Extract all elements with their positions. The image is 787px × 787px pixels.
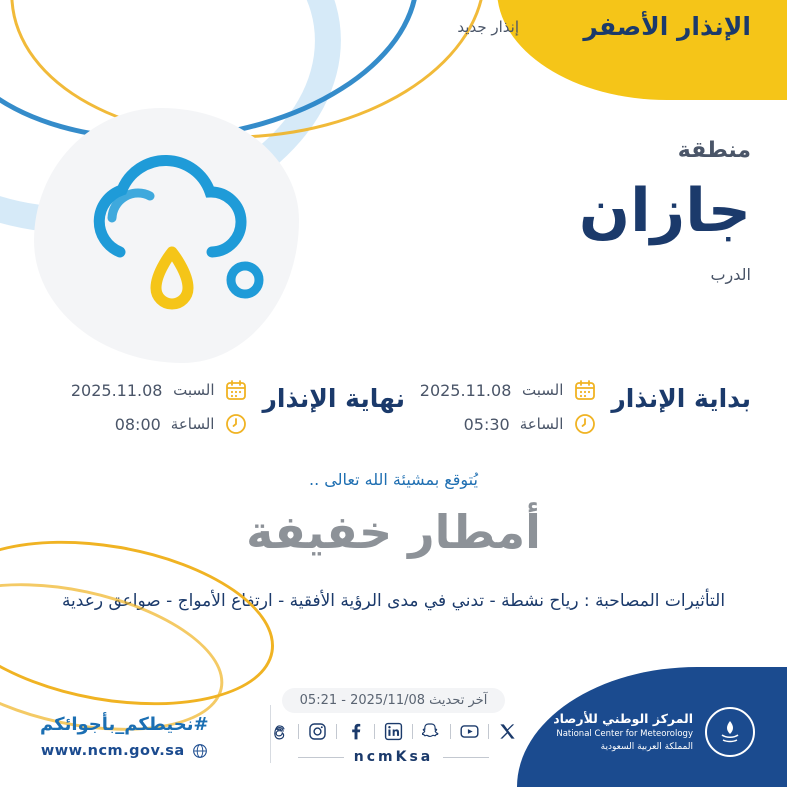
- handle-line-right: [298, 757, 344, 758]
- website-url: www.ncm.gov.sa: [40, 743, 185, 759]
- divider: [412, 724, 413, 739]
- social-handle-row: [298, 749, 489, 765]
- forecast-effects: التأثيرات المصاحبة : رياح نشطة - تدني في مدى الرؤية الأفقية - ارتفاع الأمواج - صواعق رعدية: [61, 591, 726, 611]
- region-label: منطقة: [677, 138, 751, 163]
- divider: [336, 724, 337, 739]
- region-subarea: الدرب: [710, 265, 751, 284]
- social-handle: ncmKsa: [353, 749, 434, 765]
- youtube-icon[interactable]: [460, 722, 479, 741]
- new-alert-label: إنذار جديد: [457, 18, 519, 36]
- clock-icon: [573, 412, 597, 436]
- handle-line-left: [443, 757, 489, 758]
- alert-end-time-label: الساعة: [170, 415, 215, 433]
- website-row[interactable]: [40, 743, 209, 759]
- threads-icon[interactable]: [270, 722, 289, 741]
- alert-start-date-value: 2025.11.08: [419, 380, 512, 400]
- alert-end-title: نهاية الإنذار: [262, 384, 405, 413]
- calendar-icon: [224, 378, 248, 402]
- alert-end-block: [71, 378, 405, 436]
- linkedin-icon[interactable]: [384, 722, 403, 741]
- decorative-arc-yellow: [0, 0, 496, 154]
- alert-start-time-value: 05:30: [463, 414, 510, 434]
- rain-cloud-icon: [60, 140, 275, 325]
- forecast-intro: يُتوقع بمشيئة الله تعالى ..: [309, 470, 478, 489]
- alert-end-date-value: 2025.11.08: [70, 380, 163, 400]
- divider: [450, 724, 451, 739]
- alert-end-time-value: 08:00: [114, 414, 161, 434]
- alert-level-label: الإنذار الأصفر: [583, 12, 751, 41]
- alert-start-block: [420, 378, 751, 436]
- clock-icon: [224, 412, 248, 436]
- instagram-icon[interactable]: [308, 722, 327, 741]
- alert-start-time-label: الساعة: [519, 415, 564, 433]
- divider: [374, 724, 375, 739]
- globe-icon: [192, 743, 208, 759]
- calendar-icon: [573, 378, 597, 402]
- snapchat-icon[interactable]: [422, 722, 441, 741]
- region-name: جازان: [578, 176, 751, 246]
- alert-start-title: بداية الإنذار: [611, 384, 751, 413]
- org-country: المملكة العربية السعودية: [600, 742, 693, 752]
- footer-divider: [270, 705, 271, 763]
- x-icon[interactable]: [498, 722, 517, 741]
- alert-end-date-label: السبت: [173, 381, 215, 399]
- website-block: [40, 714, 209, 759]
- forecast-headline: أمطار خفيفة: [246, 505, 541, 559]
- alert-start-date-label: السبت: [522, 381, 564, 399]
- facebook-icon[interactable]: [346, 722, 365, 741]
- social-icons-row: [270, 722, 517, 741]
- last-update-badge: آخر تحديث 2025/11/08 - 05:21: [282, 688, 506, 713]
- footer: [0, 692, 787, 787]
- campaign-hashtag: #نحيطكم_بأجوائكم: [40, 714, 209, 735]
- org-name-ar: المركز الوطني للأرصاد: [553, 710, 693, 726]
- divider: [488, 724, 489, 739]
- org-name-en: National Center for Meteorology: [556, 729, 693, 740]
- divider: [298, 724, 299, 739]
